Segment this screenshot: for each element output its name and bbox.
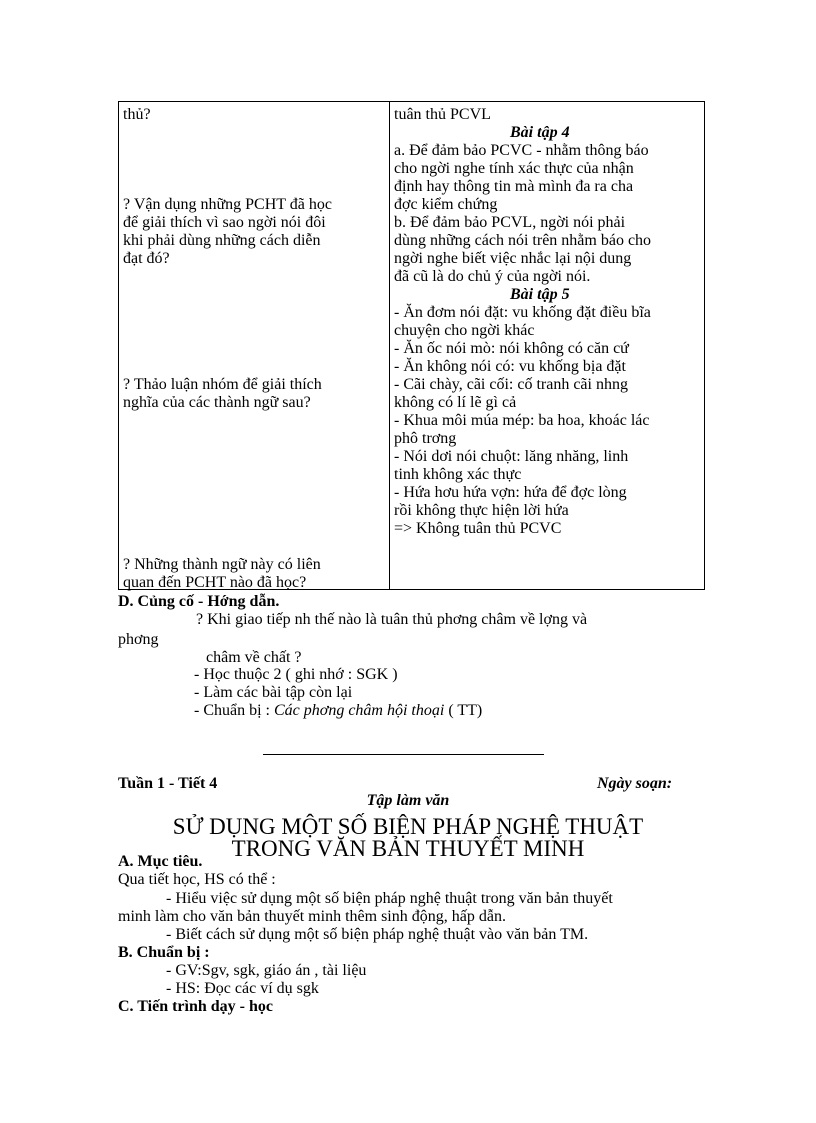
left-line: thủ?: [123, 106, 151, 123]
exercise-5-heading: Bài tập 5: [510, 286, 570, 303]
right-line: phô trơng: [394, 430, 457, 447]
table-left-column: [119, 102, 390, 590]
left-line: quan đến PCHT nào đã học?: [123, 574, 307, 591]
section-d-item: [194, 702, 482, 720]
week-label: Tuần 1 - Tiết 4: [118, 775, 218, 792]
lesson-table: [118, 101, 705, 590]
right-line: tinh không xác thực: [394, 466, 522, 483]
section-a-item-cont: minh làm cho văn bản thuyết minh thêm sinh động, hấp dẫn.: [118, 908, 506, 925]
section-b-heading: B. Chuẩn bị :: [118, 944, 210, 961]
right-line: - Khua môi múa mép: ba hoa, khoác lác: [394, 412, 650, 429]
section-a-item: - Biết cách sử dụng một số biện pháp nghệ thuật vào văn bản TM.: [166, 926, 589, 943]
right-line: đợc kiểm chứng: [394, 196, 498, 213]
right-line: rồi không thực hiện lời hứa: [394, 502, 569, 519]
subject-label: Tập làm văn: [366, 792, 450, 809]
divider: [263, 754, 544, 755]
section-a-heading: A. Mục tiêu.: [118, 853, 203, 870]
right-line: a. Để đảm bảo PCVC - nhằm thông báo: [394, 142, 649, 159]
section-c-heading: C. Tiến trình dạy - học: [118, 998, 273, 1015]
right-line: chuyện cho ngời khác: [394, 322, 535, 339]
prep-topic: Các phơng châm hội thoại: [274, 702, 445, 719]
right-line: dùng những cách nói trên nhằm báo cho: [394, 232, 652, 249]
right-line: tuân thủ PCVL: [394, 106, 491, 123]
section-d-question: ? Khi giao tiếp nh thế nào là tuân thủ phơng châm về lợng và: [196, 611, 588, 628]
left-line: đạt đó?: [123, 250, 170, 267]
right-line: - Ăn không nói có: vu khống bịa đặt: [394, 358, 626, 375]
section-d-question-cont: phơng: [118, 631, 159, 648]
section-d-item: - Làm các bài tập còn lại: [194, 684, 353, 701]
left-line: ? Vận dụng những PCHT đã học: [123, 196, 332, 213]
table-right-column: [390, 102, 705, 590]
section-b-item: - GV:Sgv, sgk, giáo án , tài liệu: [166, 962, 367, 979]
section-d-question-cont: châm về chất ?: [206, 649, 302, 666]
section-a-intro: Qua tiết học, HS có thể :: [118, 871, 276, 888]
section-d-item: - Học thuộc 2 ( ghi nhớ : SGK ): [194, 666, 398, 683]
lesson-title-line1: SỬ DỤNG MỘT SỐ BIỆN PHÁP NGHỆ THUẬT: [172, 814, 644, 839]
left-line: để giải thích vì sao ngời nói đôi: [123, 214, 326, 231]
right-line: - Nói dơi nói chuột: lăng nhăng, linh: [394, 448, 629, 465]
right-line: đã cũ là do chủ ý của ngời nói.: [394, 268, 591, 285]
right-line: - Ăn đơm nói đặt: vu khống đặt điều bĩa: [394, 304, 651, 321]
exercise-4-heading: Bài tập 4: [510, 124, 570, 141]
left-line: ? Những thành ngữ này có liên: [123, 556, 321, 573]
right-line: b. Để đảm bảo PCVL, ngời nói phải: [394, 214, 626, 231]
section-b-item: - HS: Đọc các ví dụ sgk: [166, 980, 319, 997]
prep-suffix: ( TT): [448, 702, 483, 719]
right-line: - Hứa hơu hứa vợn: hứa để đợc lòng: [394, 484, 627, 501]
right-line: định hay thông tin mà mình đa ra cha: [394, 178, 634, 195]
right-line: - Cãi chày, cãi cối: cố tranh cãi nhng: [394, 376, 628, 393]
section-d-heading: D. Củng cố - Hớng dẫn.: [118, 593, 280, 610]
right-line: không có lí lẽ gì cả: [394, 394, 517, 411]
right-line: cho ngời nghe tính xác thực của nhận: [394, 160, 634, 177]
right-line: - Ăn ốc nói mò: nói không có căn cứ: [394, 340, 629, 357]
left-line: ? Thảo luận nhóm để giải thích: [123, 376, 322, 393]
section-a-item: - Hiểu việc sử dụng một số biện pháp nghệ thuật trong văn bản thuyết: [166, 890, 613, 907]
right-line: => Không tuân thủ PCVC: [394, 520, 562, 537]
right-line: ngời nghe biết việc nhắc lại nội dung: [394, 250, 632, 267]
prep-prefix: - Chuẩn bị :: [194, 702, 270, 719]
lesson-title-line2: TRONG VĂN BẢN THUYẾT MINH: [231, 836, 585, 861]
left-line: nghĩa của các thành ngữ sau?: [123, 394, 311, 411]
left-line: khi phải dùng những cách diễn: [123, 232, 321, 249]
date-label: Ngày soạn:: [597, 775, 673, 792]
